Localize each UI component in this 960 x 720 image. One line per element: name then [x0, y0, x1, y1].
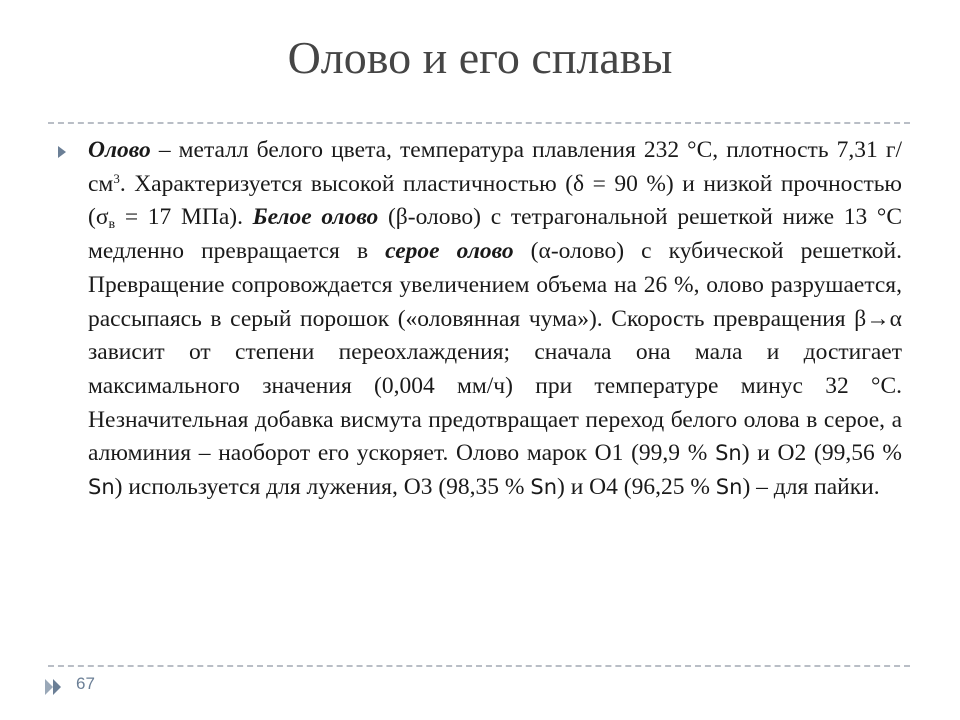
text-segment: ) используется для лужения, О3 (98,35 % — [114, 474, 531, 501]
text-segment: ) и О2 (99,56 % — [741, 440, 902, 467]
element-symbol-sn: Sn — [715, 475, 743, 500]
subscript-v: в — [108, 217, 116, 233]
page-number: 67 — [76, 674, 95, 693]
element-symbol-sn: Sn — [715, 441, 742, 466]
text-segment: = 17 МПа). — [115, 204, 253, 231]
body-paragraph — [88, 134, 902, 505]
element-symbol-sn: Sn — [530, 475, 558, 500]
text-segment: (β-олово) с тетрагональной решеткой ниже 13 °C медленно превращается в — [88, 204, 902, 265]
element-symbol-sn: Sn — [88, 475, 115, 500]
bottom-divider — [48, 665, 910, 667]
term-tin: Олово — [88, 137, 151, 163]
text-segment: (α-олово) с кубической решеткой. Превращение сопровождается увеличением объема на 26 %, олово разрушается, рассыпаясь в серый порошок («оловянная чума»). Скорость превращения β→α зависит от степени переохлаждения; сначала она мала и достигает максимального значения (0,004 мм/ч) при температуре минус 32 °C. Незначительная добавка висмута предотвращает переход белого олова в серое, а алюминия – наоборот его ускоряет. Олово марок О1 (99,9 % — [88, 238, 903, 467]
term-grey-tin: серое олово — [385, 238, 514, 265]
superscript-cubed: 3 — [113, 170, 120, 186]
top-divider — [48, 122, 910, 124]
text-segment: – металл белого цвета, температура плавления 232 °C, плотность 7,31 г/см — [88, 137, 902, 197]
double-chevron-icon — [44, 677, 64, 697]
slide-title: Олово и его сплавы — [287, 32, 673, 83]
text-segment: . Характеризуется высокой пластичностью (δ = 90 %) и низкой прочностью (σ — [88, 170, 902, 231]
term-white-tin: Белое олово — [252, 204, 379, 231]
triangle-bullet-icon — [58, 146, 66, 158]
text-segment: ) и О4 (96,25 % — [557, 474, 716, 501]
text-segment: ) – для пайки. — [742, 474, 880, 501]
